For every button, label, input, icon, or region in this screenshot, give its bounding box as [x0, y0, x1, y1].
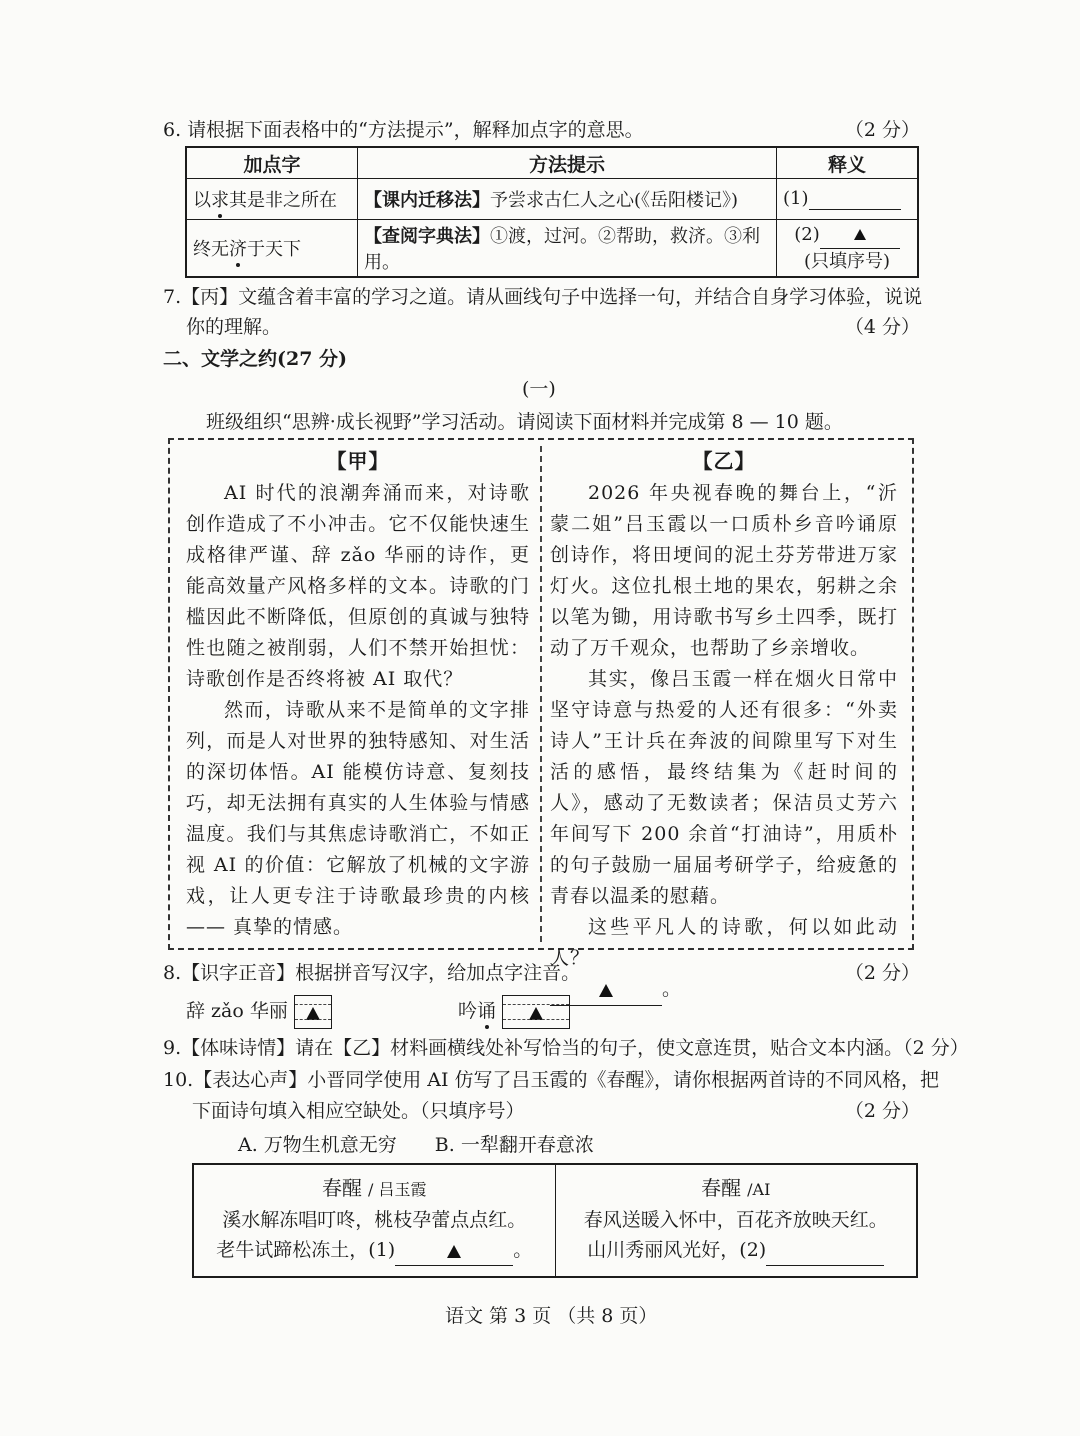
q8-answer-box-1[interactable]: [294, 995, 332, 1029]
yi-title: 【乙】: [692, 449, 756, 473]
q7-line1: 7.【丙】文蕴含着丰富的学习之道。请从画线句子中选择一句，并结合自身学习体验，说说: [163, 286, 923, 308]
poem-blank-2[interactable]: [766, 1235, 884, 1266]
jia-paragraph-1: AI 时代的浪潮奔涌而来，对诗歌创作造成了不小冲击。它不仅能快速生成格律严谨、辞 zǎo 华丽的诗作，更能高效量产风格多样的文本。诗歌的门槛因此不断降低，但原创的真诚与独特性也随之被削弱，人们不禁开始担忧：诗歌创作是否终将被 AI 取代？: [186, 482, 530, 690]
answer-triangle-icon: [529, 1007, 543, 1020]
row2-word: 终无济于天下: [186, 220, 358, 278]
q7-line2: 你的理解。: [186, 316, 282, 338]
q8-item1: [186, 993, 332, 1029]
answer-triangle-icon: [599, 984, 613, 997]
poem-ai-author: /AI: [747, 1180, 771, 1199]
row2-hint-text: ①渡，过河。②帮助，救济。③利用。: [364, 226, 760, 273]
yi-blank-end: 。: [662, 978, 683, 1000]
yi-paragraph-1: 2026 年央视春晚的舞台上，“沂蒙二姐”吕玉霞以一口质朴乡音吟诵原创诗作，将田埂间的泥土芬芳带进万家灯火。这位扎根土地的果农，躬耕之余以笔为锄，用诗歌书写乡土四季，既打动了万千观众，也帮助了乡亲增收。: [550, 482, 898, 659]
poem-ai-line2-text: 山川秀丽风光好，(2): [587, 1239, 767, 1261]
answer-triangle-icon: [306, 1007, 320, 1020]
poem-ai-line1: 春风送暖入怀中，百花齐放映天红。: [583, 1209, 888, 1231]
poem-ai-title: 春醒: [701, 1176, 742, 1200]
row1-hint-tag: 【课内迁移法】: [364, 190, 490, 211]
poem-lv-line1: 溪水解冻唱叮咚，桃枝孕蕾点点红。: [222, 1209, 527, 1231]
poem-ai: [555, 1164, 917, 1277]
row2-hint-tag: 【查阅字典法】: [364, 226, 490, 247]
part1-label: (一): [522, 378, 556, 400]
header-meaning: 释义: [777, 147, 919, 179]
material-jia: [186, 446, 530, 943]
column-divider: [540, 446, 542, 942]
yi-paragraph-3: 这些平凡人的诗歌，何以如此动人？: [550, 916, 898, 969]
answer-label-2: (2): [794, 223, 820, 245]
q10-line1: 10.【表达心声】小晋同学使用 AI 仿写了吕玉霞的《春醒》，请你根据两首诗的不同风格，把: [163, 1069, 940, 1091]
row1-hint: [358, 179, 777, 220]
q8-item2: [458, 993, 570, 1029]
answer-blank-2[interactable]: [820, 222, 900, 249]
q10-line2: 下面诗句填入相应空缺处。（只填序号）: [192, 1100, 525, 1122]
q8-score: （2 分）: [844, 962, 920, 984]
answer-blank-1[interactable]: [809, 188, 901, 210]
q6-table: [185, 146, 919, 278]
part1-intro: 班级组织“思辨·成长视野”学习活动。请阅读下面材料并完成第 8 — 10 题。: [206, 411, 843, 433]
q6-score: （2 分）: [844, 119, 920, 141]
answer-triangle-icon: [854, 229, 866, 240]
q8-item2-text: 吟诵: [458, 1000, 497, 1022]
q8-stem: 8.【识字正音】根据拼音写汉字，给加点字注音。: [163, 962, 581, 984]
section2-title: 二、文学之约(27 分): [163, 348, 348, 370]
answer-triangle-icon: [447, 1245, 461, 1258]
material-yi: [550, 446, 898, 1006]
poem-lv-line2: [198, 1235, 551, 1266]
answer-label-1: (1): [783, 188, 809, 209]
jia-paragraph-2: 然而，诗歌从来不是简单的文字排列，而是人对世界的独特感知、对生活的深切体悟。AI 能模仿诗意、复刻技巧，却无法拥有真实的人生体验与情感温度。我们与其焦虑诗歌消亡，不如正视 AI 的价值：它解放了机械的文字游戏，让人更专注于诗歌最珍贵的内核 —— 真挚的情感。: [186, 699, 530, 938]
q8-answer-box-2[interactable]: [502, 995, 570, 1029]
row2-answer[interactable]: [777, 220, 919, 278]
answer-note: (只填序号): [803, 250, 891, 272]
q8-item1-text: 辞 zǎo 华丽: [186, 1000, 288, 1022]
poem-lv: [193, 1164, 555, 1277]
row1-answer[interactable]: [777, 179, 919, 220]
q10-options: A. 万物生机意无穷 B. 一犁翻开春意浓: [238, 1134, 594, 1156]
poem-lv-line2-text: 老牛试蹄松冻土，(1): [216, 1239, 396, 1261]
row2-hint: [358, 220, 777, 278]
page-footer: 语文 第 3 页 （共 8 页）: [445, 1305, 658, 1327]
q9-stem: 9.【体味诗情】请在【乙】材料画横线处补写恰当的句子，使文意连贯，贴合文本内涵。（2 分）: [163, 1037, 969, 1059]
q10-score: （2 分）: [844, 1100, 920, 1122]
poem-lv-end: 。: [513, 1239, 533, 1261]
poem-blank-1[interactable]: [395, 1235, 513, 1266]
q7-score: （4 分）: [844, 316, 920, 338]
poem-ai-line2: [560, 1235, 913, 1266]
header-hint: 方法提示: [358, 147, 777, 179]
row1-hint-text: 予尝求古仁人之心(《岳阳楼记》): [490, 190, 739, 211]
poem-lv-author: / 吕玉霞: [368, 1180, 427, 1199]
row1-word: 以求其是非之所在: [186, 179, 358, 220]
jia-title: 【甲】: [326, 449, 390, 473]
poem-lv-title: 春醒: [321, 1176, 362, 1200]
yi-paragraph-2: 其实，像吕玉霞一样在烟火日常中坚守诗意与热爱的人还有很多：“外卖诗人”王计兵在奔波的间隙里写下对生活的感悟，最终结集为《赶时间的人》，感动了无数读者；保洁员丈芳六年间写下 200 余首“打油诗”，用质朴的句子鼓励一届届考研学子，给疲惫的青春以温柔的慰藉。: [550, 668, 898, 907]
q6-stem: 6. 请根据下面表格中的“方法提示”，解释加点字的意思。: [163, 119, 644, 141]
poem-table: [192, 1163, 918, 1278]
header-word: 加点字: [186, 147, 358, 179]
